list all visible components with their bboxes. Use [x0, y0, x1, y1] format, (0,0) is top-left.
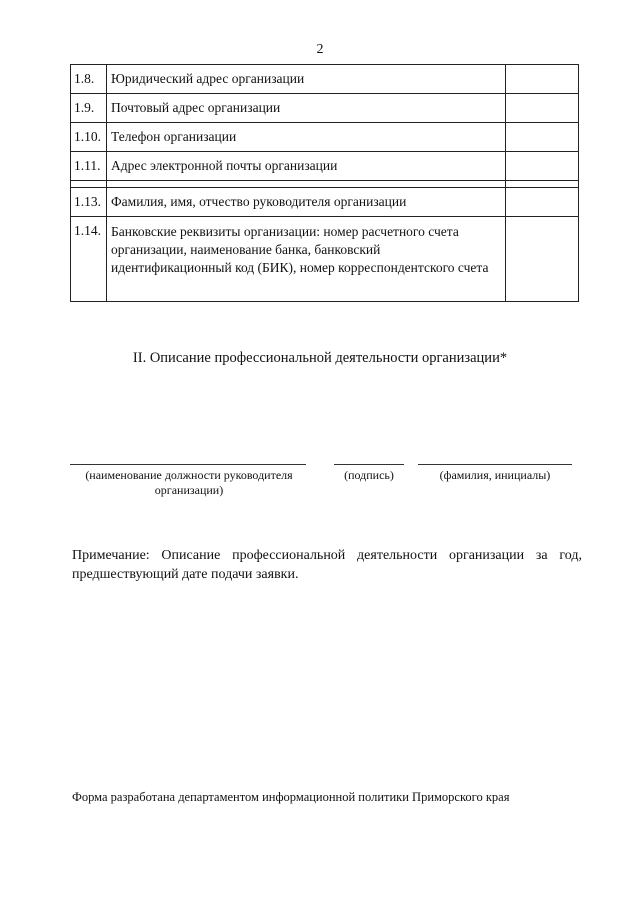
row-value-cell[interactable]	[506, 123, 579, 152]
row-number: 1.8.	[71, 65, 107, 94]
position-caption: (наименование должности руководителя организации)	[85, 468, 293, 497]
footer-text: Форма разработана департаментом информационной политики Приморского края	[72, 790, 510, 804]
requisites-table	[70, 64, 579, 302]
table-row	[71, 123, 579, 152]
signature-caption: (подпись)	[344, 468, 394, 482]
row-label: Фамилия, имя, отчество руководителя организации	[107, 188, 506, 217]
row-label: Адрес электронной почты организации	[107, 152, 506, 181]
row-value-cell[interactable]	[506, 217, 579, 302]
table-row	[71, 188, 579, 217]
table-row	[71, 152, 579, 181]
row-number: 1.13.	[71, 188, 107, 217]
section-title: II. Описание профессиональной деятельности организации*	[132, 350, 508, 366]
table-row	[71, 181, 579, 188]
row-value-cell[interactable]	[506, 94, 579, 123]
row-label	[107, 181, 506, 188]
name-signature-line	[418, 464, 572, 465]
signature-line	[334, 464, 404, 465]
table-row	[71, 217, 579, 302]
row-number: 1.10.	[71, 123, 107, 152]
table-row	[71, 94, 579, 123]
table-row	[71, 65, 579, 94]
row-number: 1.9.	[71, 94, 107, 123]
row-label: Юридический адрес организации	[107, 65, 506, 94]
row-label: Банковские реквизиты организации: номер расчетного счета организации, наименование банка, банковский идентификационный код (БИК), номер корреспондентского счета	[107, 217, 506, 302]
row-value-cell[interactable]	[506, 188, 579, 217]
note-paragraph: Примечание: Описание профессиональной деятельности организации за год, предшествующий дате подачи заявки.	[72, 548, 582, 582]
row-label: Почтовый адрес организации	[107, 94, 506, 123]
row-number: 1.14.	[71, 217, 107, 302]
row-value-cell[interactable]	[506, 65, 579, 94]
row-value-cell[interactable]	[506, 181, 579, 188]
position-signature-line	[70, 464, 306, 465]
row-number: 1.11.	[71, 152, 107, 181]
name-caption: (фамилия, инициалы)	[439, 468, 551, 482]
row-number	[71, 181, 107, 188]
page-number: 2	[316, 42, 324, 57]
row-label: Телефон организации	[107, 123, 506, 152]
row-value-cell[interactable]	[506, 152, 579, 181]
